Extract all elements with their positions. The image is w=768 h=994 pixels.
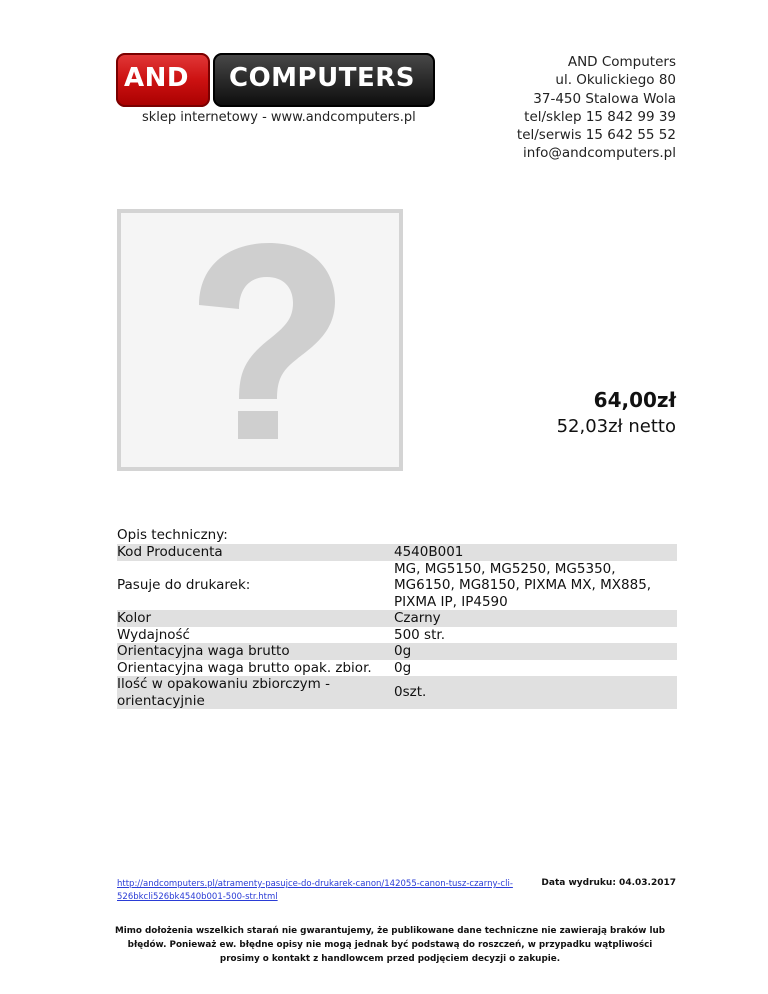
price-net: 52,03zł netto: [556, 416, 676, 437]
company-phone-shop: tel/sklep 15 842 99 39: [524, 108, 676, 125]
company-street: ul. Okulickiego 80: [555, 72, 676, 89]
spec-value: Czarny: [394, 610, 677, 627]
spec-key: Pasuje do drukarek:: [117, 577, 251, 593]
spec-key: Kolor: [117, 610, 394, 627]
specs-table: [117, 544, 677, 709]
spec-value: 4540B001: [394, 544, 677, 561]
spec-row: [117, 627, 677, 644]
logo-computers-badge: [213, 53, 435, 107]
spec-key: Wydajność: [117, 626, 190, 643]
spec-value: MG, MG5150, MG5250, MG5350, MG6150, MG8150, PIXMA MX, MX885, PIXMA IP, IP4590: [394, 560, 652, 610]
disclaimer: Mimo dołożenia wszelkich starań nie gwarantujemy, że publikowane dane techniczne nie zawierają braków lub błędów. Ponieważ ew. błędne opisy nie mogą jednak być podstawą do roszczeń, w przypadku wątpliwości prosimy o kontakt z handlowcem przed podjęciem decyzji o zakupie.: [114, 926, 666, 964]
company-info: [517, 53, 676, 163]
question-mark-placeholder-icon: [121, 213, 399, 467]
company-phone-service: tel/serwis 15 642 55 52: [516, 127, 676, 144]
print-date: Data wydruku: 04.03.2017: [541, 878, 676, 888]
spec-row: [117, 561, 677, 611]
logo-computers-text: COMPUTERS: [229, 63, 415, 93]
spec-row: [117, 660, 677, 677]
spec-key: Ilość w opakowaniu zbiorczym - orientacyjnie: [117, 676, 394, 709]
spec-key: Kod Producenta: [117, 544, 394, 561]
spec-row: [117, 643, 677, 660]
store-tagline: sklep internetowy - www.andcomputers.pl: [142, 110, 416, 125]
spec-value: 0g: [394, 659, 412, 676]
spec-key: Orientacyjna waga brutto opak. zbior.: [117, 659, 372, 676]
spec-key: Orientacyjna waga brutto: [117, 643, 394, 660]
company-email: info@andcomputers.pl: [523, 145, 676, 162]
spec-row: [117, 544, 677, 561]
spec-value: 0szt.: [394, 676, 677, 709]
specs-title: Opis techniczny:: [117, 527, 228, 543]
price-gross: 64,00zł: [593, 388, 676, 412]
spec-row: [117, 676, 677, 709]
spec-row: [117, 610, 677, 627]
logo-and-text: AND: [124, 63, 189, 93]
company-city: 37-450 Stalowa Wola: [533, 90, 676, 107]
store-logo: [116, 53, 436, 108]
product-url-link[interactable]: http://andcomputers.pl/atramenty-pasujce-do-drukarek-canon/142055-canon-tusz-czarny-cli-526bkcli526bk4540b001-500-str.html: [117, 879, 513, 902]
logo-and-badge: [116, 53, 210, 107]
product-image-placeholder: [117, 209, 403, 471]
company-name: AND Computers: [567, 54, 676, 70]
spec-value: 500 str.: [394, 626, 445, 643]
spec-value: 0g: [394, 643, 677, 660]
